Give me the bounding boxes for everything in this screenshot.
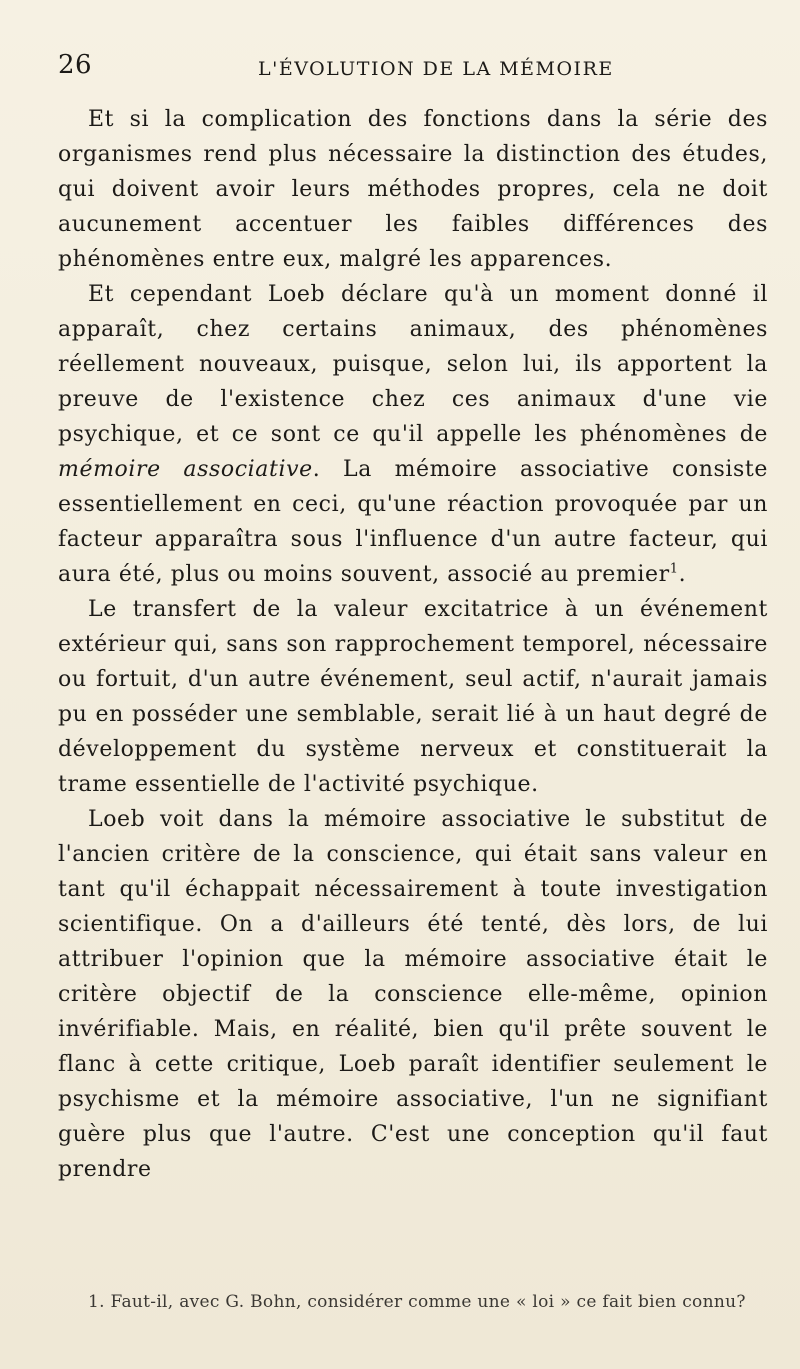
footnote-reference[interactable]: 1 [669, 561, 679, 577]
paragraph-2 [58, 277, 768, 592]
footnote-text: 1. Faut-il, avec G. Bohn, considérer comme une « loi » ce fait bien connu? [88, 1292, 746, 1312]
paragraph-2-end: . [678, 562, 687, 587]
paragraph-2-text-b: . La mémoire associative consiste essentiellement en ceci, qu'une réaction provoquée par un facteur apparaîtra sous l'influence d'un autre facteur, qui aura été, plus ou moins souvent, associé au premier [58, 457, 768, 587]
footnote [58, 1290, 768, 1314]
paragraph-1: Et si la complication des fonctions dans la série des organismes rend plus nécessaire la distinction des études, qui doivent avoir leurs méthodes propres, cela ne doit aucunement accentuer les faibles différences des phénomènes entre eux, malgré les apparences. [58, 107, 768, 272]
running-title: L'ÉVOLUTION DE LA MÉMOIRE [258, 58, 614, 80]
paragraph-2-emphasis: mémoire associative [58, 457, 313, 482]
page-header [58, 48, 758, 88]
paragraph-3: Le transfert de la valeur excitatrice à un événement extérieur qui, sans son rapprochement temporel, nécessaire ou fortuit, d'un autre événement, seul actif, n'aurait jamais pu en posséder une semblable, serait lié à un haut degré de développement du système nerveux et constituerait la trame essentielle de l'activité psychique. [58, 597, 768, 797]
page-number: 26 [58, 50, 93, 80]
paragraph-4: Loeb voit dans la mémoire associative le substitut de l'ancien critère de la conscience, qui était sans valeur en tant qu'il échappait nécessairement à toute investigation scientifique. On a d'ailleurs été tenté, dès lors, de lui attribuer l'opinion que la mémoire associative était le critère objectif de la conscience elle-même, opinion invérifiable. Mais, en réalité, bien qu'il prête souvent le flanc à cette critique, Loeb paraît identifier seulement le psychisme et la mémoire associative, l'un ne signifiant guère plus que l'autre. C'est une conception qu'il faut prendre [58, 807, 768, 1182]
body-text [58, 102, 768, 1187]
paragraph-2-text-a: Et cependant Loeb déclare qu'à un moment donné il apparaît, chez certains animaux, des phénomènes réellement nouveaux, puisque, selon lui, ils apportent la preuve de l'existence chez ces animaux d'une vie psychique, et ce sont ce qu'il appelle les phénomènes de [58, 282, 768, 447]
